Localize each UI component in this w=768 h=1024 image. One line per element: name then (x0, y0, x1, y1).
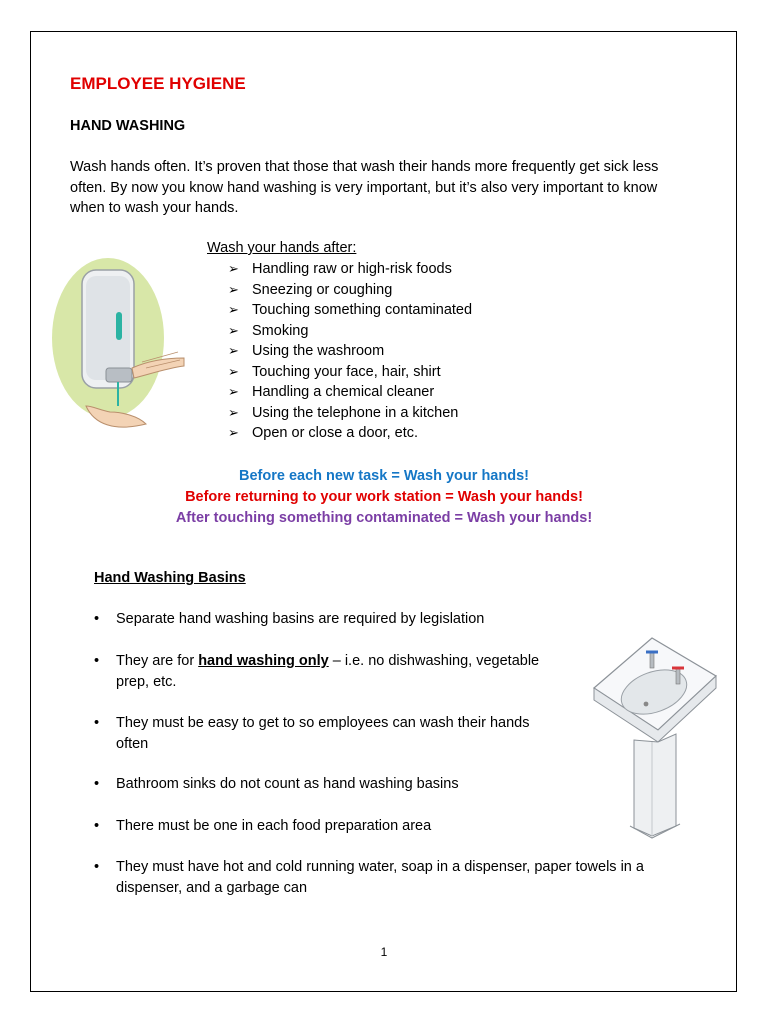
list-item: ➢ Open or close a door, etc. (228, 423, 472, 444)
arrow-bullet-icon: ➢ (228, 363, 239, 379)
list-item: ➢ Handling a chemical cleaner (228, 382, 472, 403)
intro-line: when to wash your hands. (70, 200, 239, 216)
list-item: ➢ Smoking (228, 321, 472, 342)
arrow-bullet-icon: ➢ (228, 425, 239, 440)
slogan-before-task: Before each new task = Wash your hands! (239, 468, 529, 484)
bullet-icon: • (94, 859, 100, 875)
list-item: ➢ Using the washroom (228, 341, 472, 362)
slogan-after-contaminated: After touching something contaminated = Wash your hands! (175, 510, 593, 526)
list-item: ➢ Sneezing or coughing (228, 280, 472, 301)
after-list (228, 259, 472, 444)
arrow-bullet-icon: ➢ (228, 404, 239, 420)
slogan-before-returning: Before returning to your work station = Wash your hands! (185, 489, 583, 505)
section-heading-hand-washing: HAND WASHING (70, 118, 186, 134)
arrow-bullet-icon: ➢ (228, 261, 239, 276)
list-item: ➢ Using the telephone in a kitchen (228, 403, 472, 424)
intro-line: Wash hands often. It’s proven that those that wash their hands more frequently get sick less (70, 159, 659, 175)
arrow-bullet-icon: ➢ (228, 281, 239, 297)
bullet-icon: • (94, 611, 100, 627)
arrow-bullet-icon: ➢ (228, 384, 239, 399)
soap-dispenser-illustration (50, 256, 190, 446)
section-heading-basins: Hand Washing Basins (94, 570, 246, 586)
arrow-bullet-icon: ➢ (228, 302, 239, 317)
bullet-icon: • (94, 715, 100, 731)
list-item: ➢ Touching your face, hair, shirt (228, 362, 472, 383)
emphasis-text: hand washing only (198, 653, 329, 669)
intro-paragraph (70, 157, 700, 219)
after-list-heading: Wash your hands after: (207, 240, 357, 256)
bullet-icon: • (94, 818, 100, 834)
pedestal-sink-illustration (590, 630, 720, 842)
bullet-icon: • (94, 653, 100, 669)
arrow-bullet-icon: ➢ (228, 322, 239, 338)
list-item: ➢ Touching something contaminated (228, 300, 472, 321)
page-number: 1 (380, 945, 388, 959)
arrow-bullet-icon: ➢ (228, 343, 239, 358)
bullet-icon: • (94, 776, 100, 792)
list-item: ➢ Handling raw or high-risk foods (228, 259, 472, 280)
intro-line: often. By now you know hand washing is very important, but it’s also very important to know (70, 179, 658, 196)
slogans (70, 466, 698, 529)
document-title: EMPLOYEE HYGIENE (70, 74, 246, 93)
